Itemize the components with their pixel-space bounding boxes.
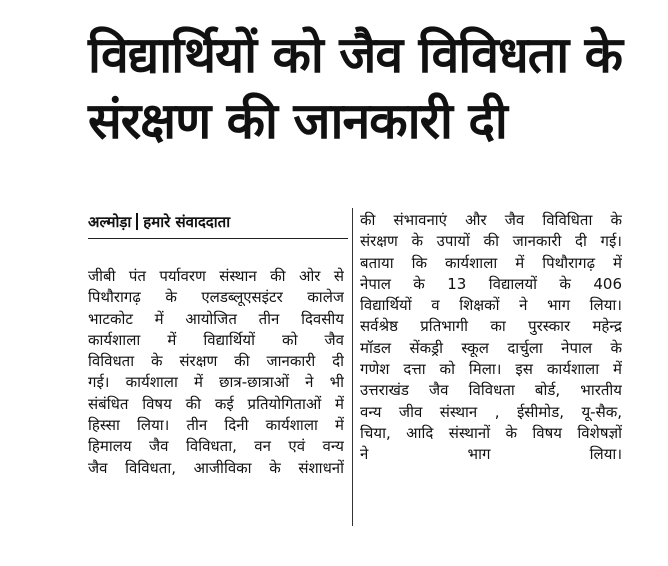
byline-rule	[88, 238, 348, 239]
article-line: हिस्सा लिया। तीन दिनी कार्यशाला में	[88, 416, 344, 435]
article-column-right	[360, 210, 622, 466]
article-line: हिमालय जैव विविधता, वन एवं वन्य	[88, 437, 344, 456]
article-line: भाटकोट में आयोजित तीन दिवसीय	[88, 309, 344, 328]
article-line: जीबी पंत पर्यावरण संस्थान की ओर से	[88, 267, 344, 285]
article-line: पिथौरागढ़ के एलडब्लूएसइंटर कालेज	[88, 288, 344, 307]
article-line: संरक्षण के उपायों की जानकारी दी गई।	[360, 232, 622, 251]
article-line: ने भाग लिया।	[360, 445, 622, 464]
article-line: चिया, आदि संस्थानों के विषय विशेषज्ञों	[360, 423, 622, 442]
headline-line-1: विद्यार्थियों को जैव विविधता के	[88, 26, 623, 84]
article-line: गई। कार्यशाला में छात्र-छात्राओं ने भी	[88, 373, 344, 392]
article-line: सर्वश्रेष्ठ प्रतिभागी का पुरस्कार महेन्द्र	[360, 317, 622, 336]
article-line: गणेश दत्ता को मिला। इस कार्यशाला में	[360, 360, 622, 379]
headline	[88, 22, 648, 154]
article-line: उत्तराखंड जैव विविधता बोर्ड, भारतीय	[360, 381, 622, 400]
headline-line-2: संरक्षण की जानकारी दी	[88, 92, 507, 150]
column-divider	[352, 208, 353, 526]
article-line: बताया कि कार्यशाला में पिथौरागढ़ में	[360, 253, 622, 272]
article-line: संबंधित विषय की कई प्रतियोगिताओं में	[88, 394, 344, 413]
article-column-left	[88, 266, 344, 479]
byline-place: अल्मोड़ा	[88, 213, 132, 231]
article-line: की संभावनाएं और जैव विविधिता के	[360, 211, 622, 229]
byline-separator	[136, 213, 138, 230]
article-line: विविधता के संरक्षण की जानकारी दी	[88, 352, 344, 371]
article-line: नेपाल के 13 विद्यालयों के 406	[360, 274, 622, 293]
article-line: मॉडल सेंकड्री स्कूल दार्चुला नेपाल के	[360, 338, 622, 357]
article-line: विद्यार्थियों व शिक्षकों ने भाग लिया।	[360, 296, 622, 315]
byline	[88, 212, 230, 232]
article-line: जैव विविधता, आजीविका के संशाधनों	[88, 458, 344, 477]
article-line: कार्यशाला में विद्यार्थियों को जैव	[88, 330, 344, 349]
article-line: वन्य जीव संस्थान , ईसीमोड, यू-सैक,	[360, 402, 622, 421]
byline-reporter: हमारे संवाददाता	[143, 213, 231, 231]
